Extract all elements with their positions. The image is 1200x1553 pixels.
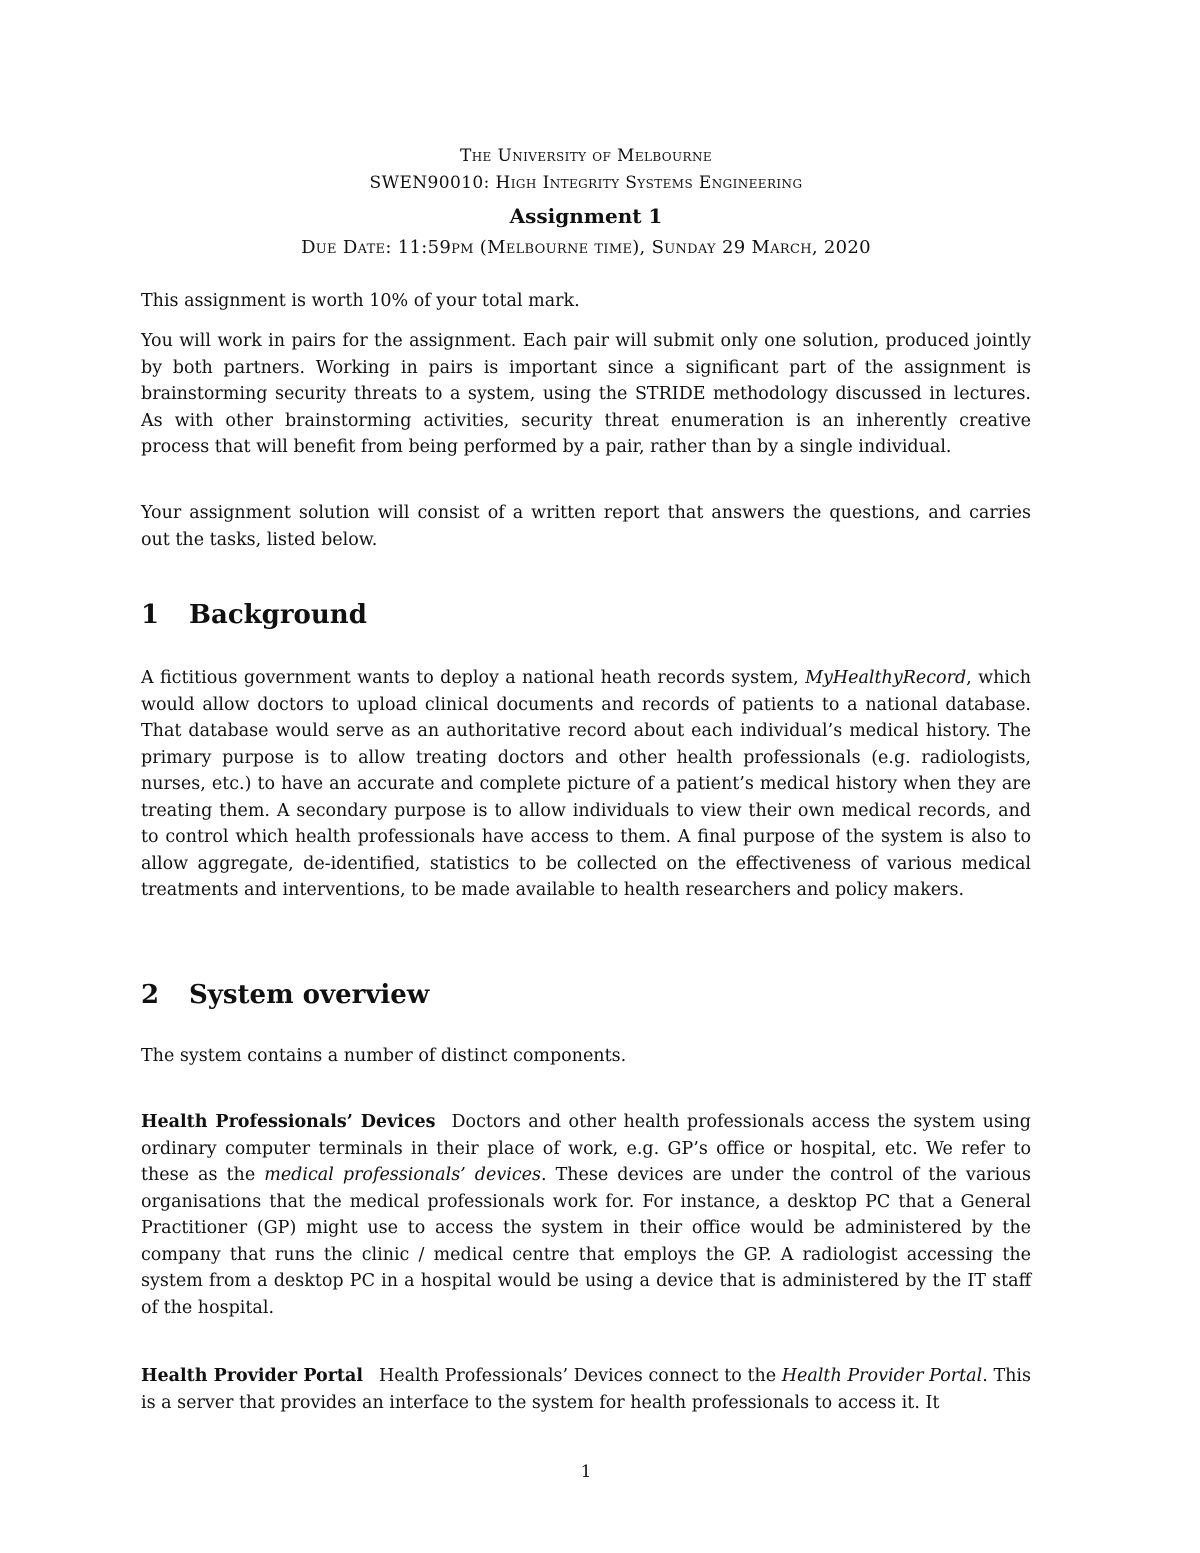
section-title: System overview bbox=[189, 980, 430, 1010]
intro-paragraph-worth: This assignment is worth 10% of your total mark. bbox=[141, 291, 580, 311]
devices-text-end: . These devices are under the control of the various organisations that the medical professionals work for. For instance, a desktop PC that a General Practitioner (GP) might use to access the system in their office would be administered by the company that runs the clinic / medical centre that employs the GP. A radiologist accessing the system from a desktop PC in a hospital would be using a device that is administered by the IT staff of the hospital. bbox=[141, 1165, 1031, 1318]
portal-text-start: Health Professionals’ Devices connect to the bbox=[379, 1366, 782, 1386]
title-block bbox=[141, 143, 1031, 263]
devices-term: medical professionals’ devices bbox=[264, 1165, 541, 1185]
intro-paragraph-pairs: You will work in pairs for the assignment. Each pair will submit only one solution, produced jointly by both partners. Working in pairs is important since a significant part of the assignment is brainstorming security threats to a system, using the STRIDE methodology discussed in lectures. As with other brainstorming activities, security threat enumeration is an inherently creative process that will benefit from being performed by a pair, rather than by a single individual. bbox=[141, 331, 1031, 457]
portal-text-end: . This is a server that provides an interface to the system for health professionals to access it. It bbox=[141, 1366, 1031, 1413]
portal-term: Health Provider Portal bbox=[781, 1366, 983, 1386]
section-title: Background bbox=[189, 600, 367, 630]
portal-heading: Health Provider Portal bbox=[141, 1366, 363, 1386]
due-date: Due Date: 11:59pm (Melbourne time), Sunday 29 March, 2020 bbox=[301, 237, 871, 258]
background-text-start: A fictitious government wants to deploy a national heath records system, bbox=[141, 668, 806, 688]
course-title: SWEN90010: High Integrity Systems Engineering bbox=[369, 173, 803, 193]
background-paragraph bbox=[141, 665, 1031, 904]
system-name: MyHealthyRecord bbox=[805, 668, 967, 688]
page-number: 1 bbox=[580, 1462, 592, 1482]
section-number: 1 bbox=[141, 600, 160, 630]
overview-intro: The system contains a number of distinct components. bbox=[141, 1046, 627, 1066]
assignment-title: Assignment 1 bbox=[509, 204, 663, 228]
devices-text-start: Doctors and other health professionals access the system using ordinary computer terminals in their place of work, e.g. GP’s office or hospital, etc. We refer to these as the bbox=[141, 1112, 1031, 1185]
section-number: 2 bbox=[141, 980, 160, 1010]
document-page bbox=[141, 0, 1031, 1553]
section-heading-overview bbox=[141, 978, 429, 1012]
portal-paragraph bbox=[141, 1363, 1031, 1416]
devices-heading: Health Professionals’ Devices bbox=[141, 1112, 436, 1132]
section-heading-background bbox=[141, 598, 367, 632]
background-text-end: , which would allow doctors to upload clinical documents and records of patients to a national database. That database would serve as an authoritative record about each individual’s medical history. The primary purpose is to allow treating doctors and other health professionals (e.g. radiologists, nurses, etc.) to have an accurate and complete picture of a patient’s medical history when they are treating them. A secondary purpose is to allow individuals to view their own medical records, and to control which health professionals have access to them. A final purpose of the system is also to allow aggregate, de-identified, statistics to be collected on the effectiveness of various medical treatments and interventions, to be made available to health researchers and policy makers. bbox=[141, 668, 1032, 900]
university-name: The University of Melbourne bbox=[459, 146, 713, 166]
intro-paragraph-report: Your assignment solution will consist of a written report that answers the questions, and carries out the tasks, listed below. bbox=[141, 503, 1031, 550]
devices-paragraph bbox=[141, 1109, 1031, 1321]
